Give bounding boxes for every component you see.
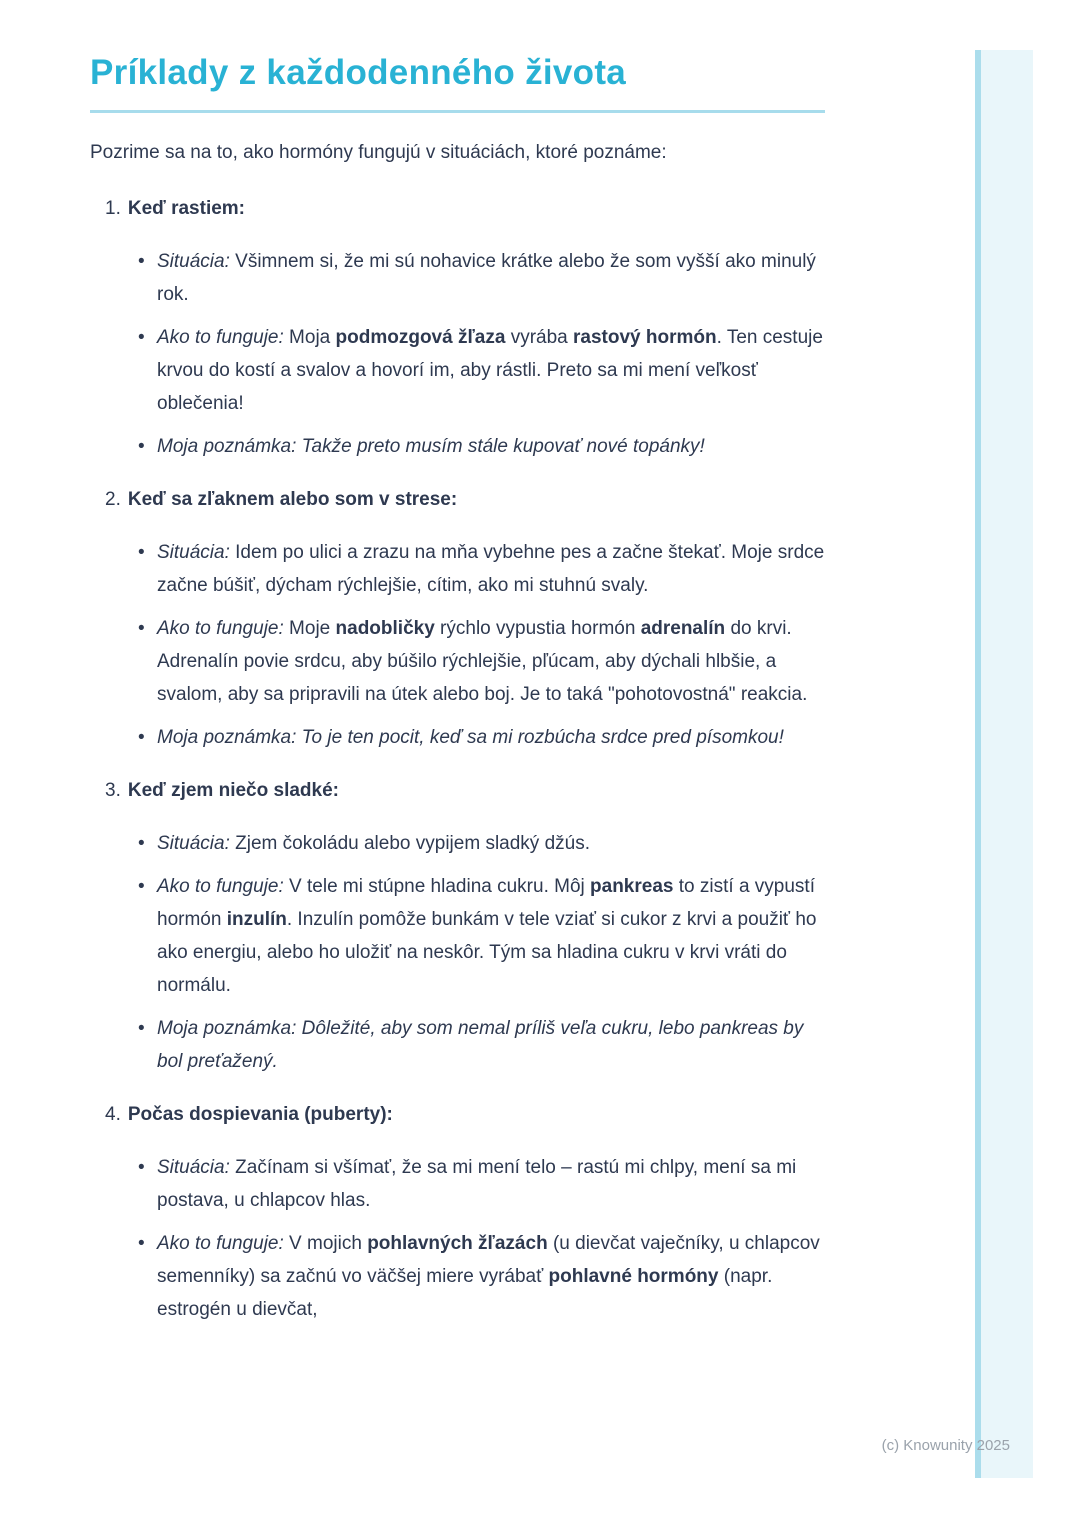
section-heading-text: Počas dospievania (puberty):	[127, 1104, 393, 1125]
text-segment: (u dievčat vaječníky, u chlapcov semenníky) sa začnú vo väčšej miere vyrábať	[157, 1233, 820, 1287]
text-segment: Začínam si všímať, že sa mi mení telo – rastú mi chlpy, mení sa mi postava, u chlapcov hlas.	[157, 1157, 797, 1211]
text-segment: inzulín	[226, 909, 287, 930]
text-segment: Situácia:	[157, 833, 230, 854]
section	[90, 777, 830, 1078]
text-segment: Ako to funguje:	[157, 327, 284, 348]
section	[90, 486, 830, 754]
text-segment: V mojich	[283, 1233, 368, 1254]
text-segment: Moja poznámka: Takže preto musím stále kupovať nové topánky!	[157, 436, 705, 457]
text-segment: to zistí a vypustí hormón	[157, 876, 815, 930]
copyright-notice: (c) Knowunity 2025	[881, 1437, 1010, 1454]
text-segment: Situácia:	[157, 542, 230, 563]
bullet-item	[157, 430, 830, 463]
section-number: 1.	[105, 198, 121, 219]
text-segment: rýchlo vypustia hormón	[434, 618, 641, 639]
text-segment: . Inzulín pomôže bunkám v tele vziať si cukor z krvi a použiť ho ako energiu, alebo ho uložiť na neskôr. Tým sa hladina cukru v krvi vráti do normálu.	[157, 909, 817, 996]
page-title: Príklady z každodenného života	[90, 53, 627, 92]
bullet-item	[157, 1012, 830, 1078]
text-segment: Ako to funguje:	[157, 618, 284, 639]
section-heading	[90, 1101, 830, 1128]
bullet-item	[157, 827, 830, 860]
bullet-item	[157, 321, 830, 420]
text-segment: Zjem čokoládu alebo vypijem sladký džús.	[229, 833, 590, 854]
bullet-item	[157, 245, 830, 311]
section-number: 4.	[105, 1104, 121, 1125]
bullet-item	[157, 721, 830, 754]
text-segment: . Ten cestuje krvou do kostí a svalov a hovorí im, aby rástli. Preto sa mi mení veľkosť oblečenia!	[157, 327, 823, 414]
section-heading	[90, 777, 830, 804]
bullet-list	[90, 1151, 830, 1326]
section	[90, 1101, 830, 1326]
text-segment: pankreas	[590, 876, 674, 897]
text-segment: Moja poznámka: To je ten pocit, keď sa mi rozbúcha srdce pred písomkou!	[157, 727, 784, 748]
title-underline	[90, 110, 825, 113]
text-segment: Ako to funguje:	[157, 876, 284, 897]
text-segment: vyrába	[505, 327, 574, 348]
text-segment: Moja poznámka: Dôležité, aby som nemal príliš veľa cukru, lebo pankreas by bol preťažený.	[157, 1018, 804, 1072]
text-segment: Idem po ulici a zrazu na mňa vybehne pes a začne štekať. Moje srdce začne búšiť, dýcham rýchlejšie, cítim, ako mi stuhnú svaly.	[157, 542, 825, 596]
intro-paragraph: Pozrime sa na to, ako hormóny fungujú v situáciách, ktoré poznáme:	[90, 142, 667, 163]
text-segment: Moje	[283, 618, 336, 639]
bullet-item	[157, 1227, 830, 1326]
text-segment: (napr. estrogén u dievčat,	[157, 1266, 773, 1320]
section-number: 2.	[105, 489, 121, 510]
text-segment: Moja	[283, 327, 336, 348]
bullet-item	[157, 870, 830, 1002]
section-heading-text: Keď sa zľaknem alebo som v strese:	[127, 489, 458, 510]
text-segment: pohlavné hormóny	[548, 1266, 719, 1287]
bullet-list	[90, 827, 830, 1078]
section-heading	[90, 486, 830, 513]
text-segment: Situácia:	[157, 1157, 230, 1178]
text-segment: Ako to funguje:	[157, 1233, 284, 1254]
bullet-item	[157, 536, 830, 602]
text-segment: Situácia:	[157, 251, 230, 272]
bullet-list	[90, 245, 830, 463]
bullet-item	[157, 612, 830, 711]
sections-list	[90, 195, 830, 1326]
bullet-item	[157, 1151, 830, 1217]
section-heading-text: Keď zjem niečo sladké:	[127, 780, 339, 801]
section-heading	[90, 195, 830, 222]
text-segment: adrenalín	[640, 618, 726, 639]
text-segment: podmozgová žľaza	[335, 327, 506, 348]
text-segment: do krvi. Adrenalín povie srdcu, aby búšilo rýchlejšie, pľúcam, aby dýchali hlbšie, a svalom, aby sa pripravili na útek alebo boj. Je to taká "pohotovostná" reakcia.	[157, 618, 808, 705]
document-content	[90, 52, 830, 1326]
bullet-list	[90, 536, 830, 754]
page-edge-accent-bar	[975, 50, 1033, 1478]
section	[90, 195, 830, 463]
text-segment: nadobličky	[335, 618, 435, 639]
section-heading-text: Keď rastiem:	[127, 198, 246, 219]
text-segment: rastový hormón	[573, 327, 717, 348]
text-segment: Všimnem si, že mi sú nohavice krátke alebo že som vyšší ako minulý rok.	[157, 251, 816, 305]
section-number: 3.	[105, 780, 121, 801]
text-segment: V tele mi stúpne hladina cukru. Môj	[283, 876, 591, 897]
text-segment: pohlavných žľazách	[367, 1233, 548, 1254]
